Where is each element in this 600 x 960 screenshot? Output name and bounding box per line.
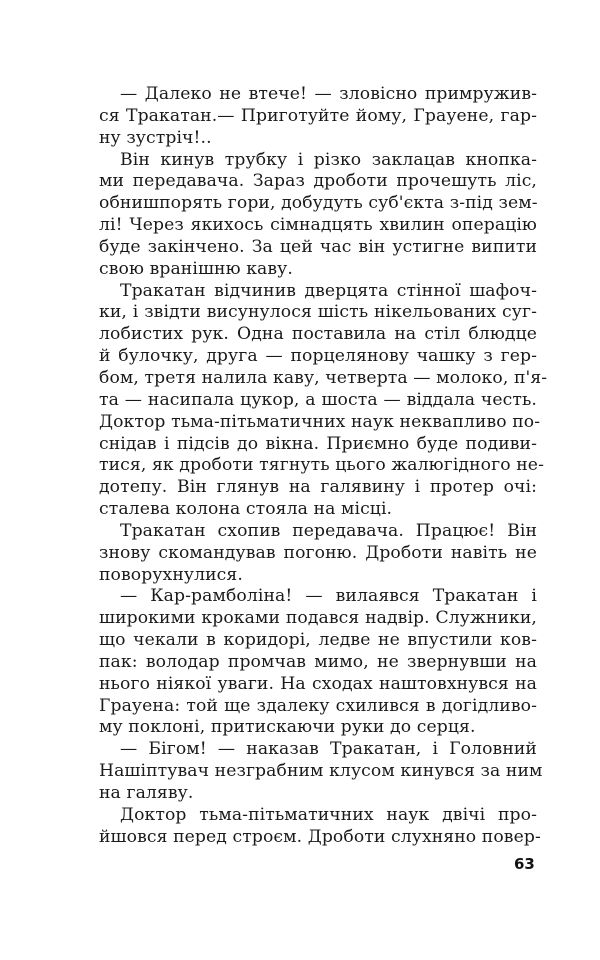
text-line: Доктор тьма-пітьматичних наук неквапливо по- bbox=[99, 411, 541, 432]
text-line: Нашіптувач незграбним клусом кинувся за ним bbox=[99, 761, 543, 782]
text-line: ну зустріч!.. bbox=[99, 127, 212, 148]
text-line: тися, як дроботи тягнуть цього жалюгідного не- bbox=[99, 455, 544, 476]
text-line: — Бігом! — наказав Тракатан, і Головний bbox=[120, 739, 537, 760]
text-line: обнишпорять гори, добудуть суб'єкта з-під зем- bbox=[99, 193, 538, 214]
text-line: Тракатан відчинив дверцята стінної шафоч- bbox=[120, 280, 537, 301]
page-number: 63 bbox=[514, 855, 535, 873]
text-line: Доктор тьма-пітьматичних наук двічі про- bbox=[120, 804, 537, 825]
text-line: Він кинув трубку і різко заклацав кнопка- bbox=[120, 149, 537, 170]
text-line: бом, третя налила каву, четверта — молоко, п'я- bbox=[99, 367, 548, 388]
text-line: на галяву. bbox=[99, 783, 194, 803]
text-line: лі! Через якихось сімнадцять хвилин операцію bbox=[99, 215, 537, 236]
text-line: — Кар-рамболіна! — вилаявся Тракатан і bbox=[120, 586, 537, 607]
text-line: лобистих рук. Одна поставила на стіл блюдце bbox=[99, 324, 537, 345]
text-line: поворухнулися. bbox=[99, 564, 243, 585]
text-line: Грауена: той ще здалеку схилився в догідливо- bbox=[99, 695, 537, 716]
text-line: му поклоні, притискаючи руки до серця. bbox=[99, 717, 476, 738]
text-line: й булочку, друга — порцелянову чашку з гер- bbox=[99, 346, 537, 367]
text-line: свою вранішню каву. bbox=[99, 258, 293, 279]
text-line: снідав і підсів до вікна. Приємно буде подиви- bbox=[99, 433, 537, 454]
text-line: йшовся перед строєм. Дроботи слухняно повер- bbox=[99, 826, 541, 847]
text-line: — Далеко не втече! — зловісно примружив- bbox=[120, 84, 537, 104]
text-line: широкими кроками подався надвір. Служники, bbox=[99, 608, 537, 629]
book-page-text bbox=[99, 84, 548, 849]
text-line: ся Тракатан.— Приготуйте йому, Грауене, гар- bbox=[99, 105, 537, 126]
text-line: сталева колона стояла на місці. bbox=[99, 499, 393, 520]
text-line: ки, і звідти висунулося шість нікельованих суг- bbox=[99, 302, 537, 323]
text-line: ми передавача. Зараз дроботи прочешуть ліс, bbox=[99, 171, 537, 192]
text-line: буде закінчено. За цей час він устигне випити bbox=[99, 236, 537, 257]
text-line: знову скомандував погоню. Дроботи навіть не bbox=[99, 542, 537, 563]
text-line: та — насипала цукор, а шоста — віддала честь. bbox=[99, 389, 537, 410]
text-line: пак: володар промчав мимо, не звернувши на bbox=[99, 651, 537, 672]
text-line: нього ніякої уваги. На сходах наштовхнувся на bbox=[99, 673, 537, 694]
text-line: дотепу. Він глянув на галявину і протер очі: bbox=[99, 477, 537, 498]
text-line: Тракатан схопив передавача. Працює! Він bbox=[120, 520, 537, 541]
text-line: що чекали в коридорі, ледве не впустили ков- bbox=[99, 630, 537, 651]
